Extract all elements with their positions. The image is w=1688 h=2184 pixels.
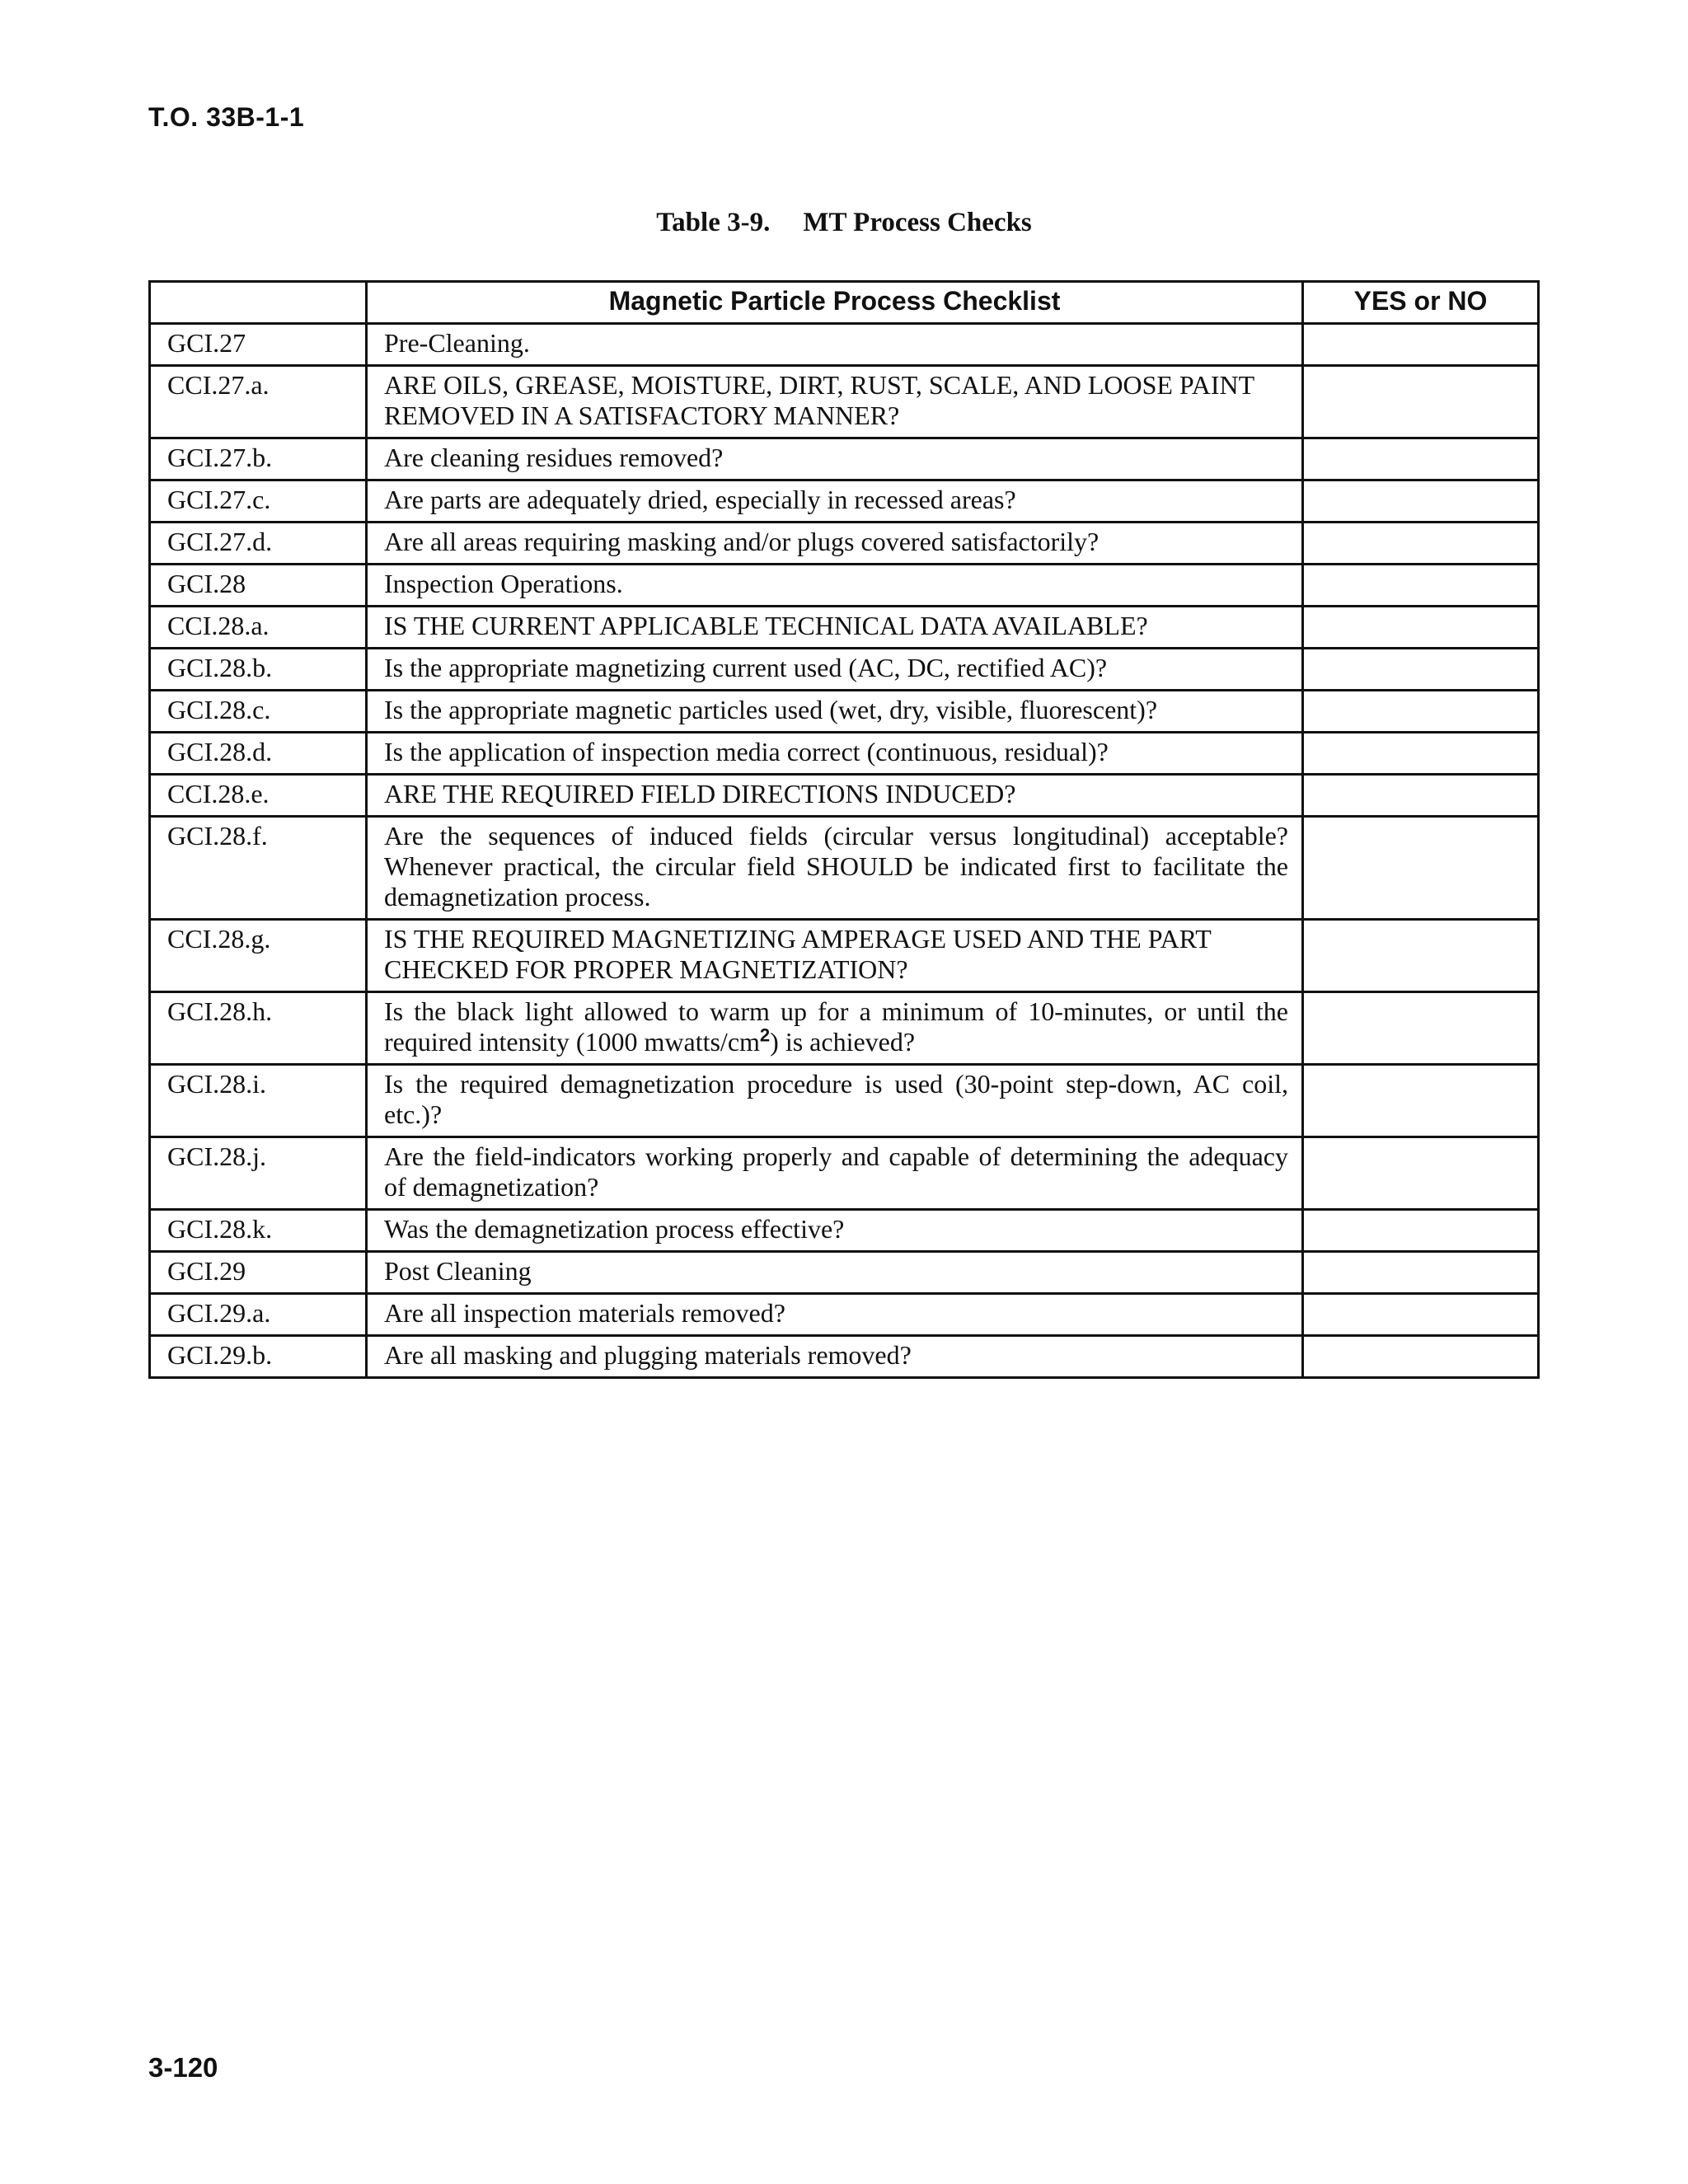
column-header-id <box>150 282 367 324</box>
item-description: Are parts are adequately dried, especially in recessed areas? <box>367 480 1303 523</box>
table-row <box>150 607 1539 649</box>
table-number: Table 3-9. <box>656 208 771 237</box>
table-row <box>150 817 1539 920</box>
answer-cell[interactable] <box>1303 480 1539 523</box>
item-description: Is the required demagnetization procedure is used (30-point step-down, AC coil, etc.)? <box>367 1065 1303 1137</box>
item-id: GCI.28.d. <box>150 733 367 775</box>
item-id: GCI.28.f. <box>150 817 367 920</box>
answer-cell[interactable] <box>1303 1252 1539 1294</box>
table-caption: MT Process Checks <box>803 208 1032 237</box>
table-row <box>150 1294 1539 1336</box>
answer-cell[interactable] <box>1303 817 1539 920</box>
item-id: GCI.28.b. <box>150 649 367 691</box>
item-description-text-end: ) is achieved? <box>770 1027 916 1057</box>
item-description: Are all areas requiring masking and/or plugs covered satisfactorily? <box>367 523 1303 565</box>
item-description: Are the field-indicators working properly and capable of determining the adequacy of demagnetization? <box>367 1137 1303 1210</box>
item-id: GCI.29.b. <box>150 1336 367 1378</box>
item-description: Inspection Operations. <box>367 565 1303 607</box>
item-id: GCI.29 <box>150 1252 367 1294</box>
answer-cell[interactable] <box>1303 366 1539 438</box>
table-row <box>150 691 1539 733</box>
table-row <box>150 1252 1539 1294</box>
answer-cell[interactable] <box>1303 324 1539 366</box>
answer-cell[interactable] <box>1303 920 1539 992</box>
item-description: ARE THE REQUIRED FIELD DIRECTIONS INDUCED? <box>367 775 1303 817</box>
answer-cell[interactable] <box>1303 1210 1539 1252</box>
document-header: T.O. 33B-1-1 <box>148 102 305 132</box>
item-id: GCI.28.h. <box>150 992 367 1065</box>
item-description: IS THE REQUIRED MAGNETIZING AMPERAGE USED AND THE PART CHECKED FOR PROPER MAGNETIZATION? <box>367 920 1303 992</box>
item-id: CCI.28.g. <box>150 920 367 992</box>
item-id: GCI.28.j. <box>150 1137 367 1210</box>
table-row <box>150 1210 1539 1252</box>
answer-cell[interactable] <box>1303 438 1539 480</box>
page-number: 3-120 <box>148 2052 218 2083</box>
item-id: GCI.28 <box>150 565 367 607</box>
table-row <box>150 565 1539 607</box>
item-id: CCI.28.a. <box>150 607 367 649</box>
superscript-exponent: 2 <box>759 1024 771 1046</box>
item-description: Is the appropriate magnetic particles used (wet, dry, visible, fluorescent)? <box>367 691 1303 733</box>
item-description: Are cleaning residues removed? <box>367 438 1303 480</box>
item-id: GCI.28.c. <box>150 691 367 733</box>
item-id: GCI.29.a. <box>150 1294 367 1336</box>
answer-cell[interactable] <box>1303 733 1539 775</box>
item-description: Are all inspection materials removed? <box>367 1294 1303 1336</box>
table-row <box>150 1137 1539 1210</box>
table-title <box>0 208 1688 238</box>
item-description: Was the demagnetization process effective? <box>367 1210 1303 1252</box>
item-description-text: Is the black light allowed to warm up for a minimum of 10-minutes, or until the required intensity (1000 mwatts/cm <box>384 996 1288 1057</box>
answer-cell[interactable] <box>1303 1336 1539 1378</box>
item-id: GCI.28.k. <box>150 1210 367 1252</box>
table-row <box>150 324 1539 366</box>
item-id: GCI.27 <box>150 324 367 366</box>
item-description: Are the sequences of induced fields (circular versus longitudinal) acceptable? Whenever practical, the circular field SHOULD be indicated first to facilitate the demagnetization process. <box>367 817 1303 920</box>
table-row <box>150 366 1539 438</box>
table-row <box>150 438 1539 480</box>
table-row <box>150 1065 1539 1137</box>
table-header-row <box>150 282 1539 324</box>
answer-cell[interactable] <box>1303 523 1539 565</box>
answer-cell[interactable] <box>1303 691 1539 733</box>
item-id: GCI.27.b. <box>150 438 367 480</box>
checklist-table <box>148 280 1540 1379</box>
table-row <box>150 992 1539 1065</box>
answer-cell[interactable] <box>1303 992 1539 1065</box>
table-row <box>150 1336 1539 1378</box>
item-description: Pre-Cleaning. <box>367 324 1303 366</box>
item-description <box>367 992 1303 1065</box>
item-description: IS THE CURRENT APPLICABLE TECHNICAL DATA AVAILABLE? <box>367 607 1303 649</box>
item-id: GCI.27.c. <box>150 480 367 523</box>
answer-cell[interactable] <box>1303 649 1539 691</box>
item-description: Are all masking and plugging materials removed? <box>367 1336 1303 1378</box>
table-row <box>150 649 1539 691</box>
item-description: ARE OILS, GREASE, MOISTURE, DIRT, RUST, SCALE, AND LOOSE PAINT REMOVED IN A SATISFACTORY MANNER? <box>367 366 1303 438</box>
item-description: Is the application of inspection media correct (continuous, residual)? <box>367 733 1303 775</box>
answer-cell[interactable] <box>1303 607 1539 649</box>
item-description: Is the appropriate magnetizing current used (AC, DC, rectified AC)? <box>367 649 1303 691</box>
item-id: GCI.27.d. <box>150 523 367 565</box>
table-row <box>150 920 1539 992</box>
answer-cell[interactable] <box>1303 1065 1539 1137</box>
item-description: Post Cleaning <box>367 1252 1303 1294</box>
item-id: GCI.28.i. <box>150 1065 367 1137</box>
item-id: CCI.27.a. <box>150 366 367 438</box>
table-row <box>150 480 1539 523</box>
table-row <box>150 775 1539 817</box>
answer-cell[interactable] <box>1303 1294 1539 1336</box>
item-id: CCI.28.e. <box>150 775 367 817</box>
answer-cell[interactable] <box>1303 565 1539 607</box>
table-row <box>150 733 1539 775</box>
answer-cell[interactable] <box>1303 775 1539 817</box>
table-row <box>150 523 1539 565</box>
answer-cell[interactable] <box>1303 1137 1539 1210</box>
column-header-answer: YES or NO <box>1303 282 1539 324</box>
column-header-description: Magnetic Particle Process Checklist <box>367 282 1303 324</box>
